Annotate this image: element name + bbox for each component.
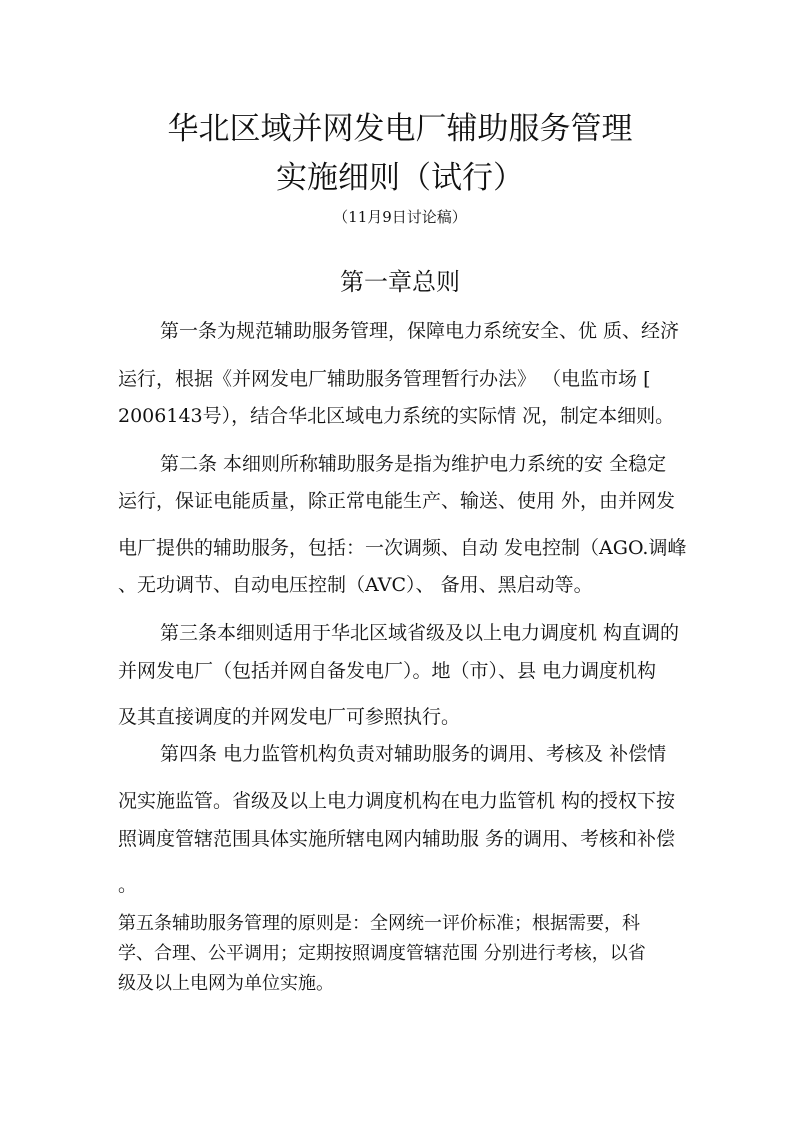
document-subtitle: （11月9日讨论稿） [333,208,467,226]
article-line: 并网发电厂（包括并网自备发电厂）。地（市）、县 电力调度机构 [118,660,657,682]
chapter-heading: 第一章总则 [340,268,460,296]
document-title-line-2: 实施细则（试行） [276,160,524,196]
article-line: 第五条辅助服务管理的原则是：全网统一评价标准；根据需要，科 [118,913,640,934]
article-line: 第三条本细则适用于华北区域省级及以上电力调度机 构直调的 [160,622,680,644]
article-line: 及其直接调度的并网发电厂可参照执行。 [118,706,461,728]
article-line: 第四条 电力监管机构负责对辅助服务的调用、考核及 补偿情 [160,743,667,765]
article-line: 第一条为规范辅助服务管理，保障电力系统安全、优 质、经济 [160,320,680,342]
article-line: 2006143号），结合华北区域电力系统的实际情 况，制定本细则。 [118,405,675,427]
article-line: 级及以上电网为单位实施。 [118,973,334,994]
article-line: 况实施监管。省级及以上电力调度机构在电力监管机 构的授权下按 [118,790,676,812]
article-line: 学、合理、公平调用；定期按照调度管辖范围 分别进行考核，以省 [118,943,646,964]
article-line: 电厂提供的辅助服务，包括：一次调频、自动 发电控制（AGO.调峰 [118,537,687,559]
article-line: 运行，根据《并网发电厂辅助服务管理暂行办法》 （电监市场 [ [118,368,651,390]
article-line: 。 [118,874,138,896]
document-title-line-1: 华北区域并网发电厂辅助服务管理 [167,111,633,147]
article-line: 运行，保证电能质量，除正常电能生产、输送、使用 外，由并网发 [118,490,676,512]
article-line: 、无功调节、自动电压控制（AVC）、 备用、黑启动等。 [118,574,593,596]
article-line: 第二条 本细则所称辅助服务是指为维护电力系统的安 全稳定 [160,453,667,475]
article-line: 照调度管辖范围具体实施所辖电网内辅助服 务的调用、考核和补偿 [118,828,676,850]
